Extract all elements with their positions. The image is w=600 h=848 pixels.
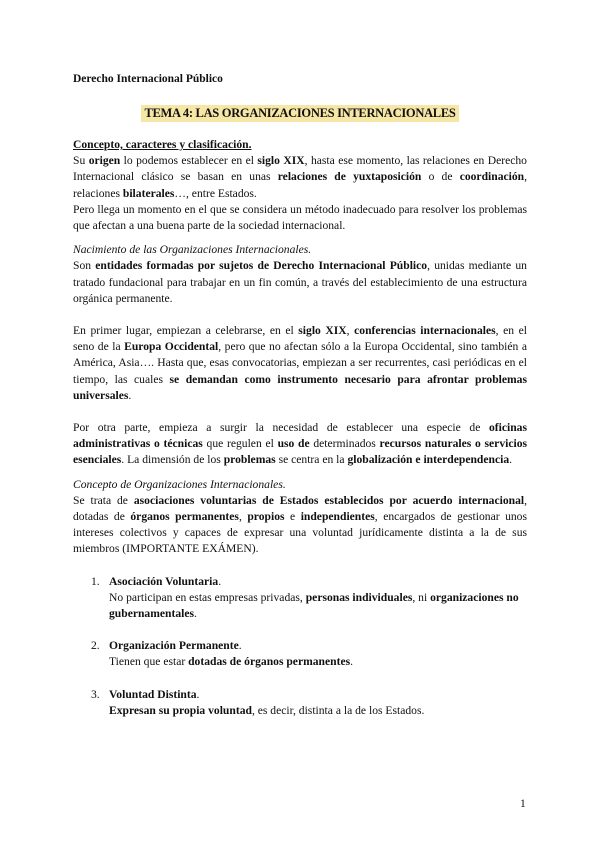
- bold-text: bilaterales: [122, 186, 175, 200]
- paragraph-metodo: Pero llega un momento en el que se considera un método inadecuado para resolver los problemas que afectan a una buena parte de la sociedad internacional.: [73, 202, 527, 233]
- bold-text: asociaciones voluntarias de Estados establecidos por acuerdo internacional: [133, 493, 525, 507]
- text-run: , unidas mediante un tratado fundacional para trabajar en un fin común, a través del establecimiento de una estructura orgánica permanente.: [73, 259, 527, 305]
- text-run: . La dimensión de los: [121, 453, 224, 467]
- text-run: , en el seno de la: [73, 324, 528, 354]
- text-run: Se trata de: [73, 493, 134, 507]
- list-item-desc: [109, 703, 527, 719]
- bold-text: entidades formadas por sujetos de Derecho Internacional Público: [95, 259, 428, 273]
- list-item-desc: [109, 590, 527, 622]
- text-run: Su: [73, 154, 89, 168]
- paragraph-conferencias: [73, 323, 527, 404]
- bold-text: se demandan como instrumento necesario para afrontar problemas universales: [73, 372, 527, 402]
- bold-text: organizaciones no gubernamentales: [109, 590, 519, 621]
- text-run: .: [128, 388, 132, 402]
- paragraph-origen: [73, 153, 527, 202]
- list-item-desc: [109, 654, 527, 670]
- list-item-title: Voluntad Distinta: [109, 687, 197, 701]
- document-title: TEMA 4: LAS ORGANIZACIONES INTERNACIONALES: [141, 105, 458, 122]
- bold-text: relaciones de yuxtaposición: [277, 170, 422, 184]
- text-run: En primer lugar, empiezan a celebrarse, en el: [73, 324, 299, 338]
- text-run: .: [509, 453, 513, 467]
- text-run: , encargados de gestionar unos intereses colectivos y capaces de expresar una voluntad jurídicamente distinta a la de sus miembros (IMPORTANTE EXÁMEN).: [73, 510, 527, 556]
- list-item: 2. Organización Permanente. Tienen que estar dotadas de órganos permanentes.: [73, 638, 527, 670]
- text-run: e: [284, 510, 301, 524]
- section-heading-nacimiento: Nacimiento de las Organizaciones Internacionales.: [73, 243, 312, 257]
- bold-text: origen: [88, 154, 121, 168]
- paragraph-oficinas: [73, 420, 527, 469]
- list-item: 3. Voluntad Distinta. Expresan su propia voluntad, es decir, distinta a la de los Estados.: [73, 687, 527, 719]
- bold-text: conferencias internacionales: [354, 324, 496, 338]
- bold-text: uso de: [277, 437, 310, 451]
- list-item-title: Organización Permanente: [109, 639, 239, 653]
- bold-text: oficinas administrativas o técnicas: [73, 421, 527, 451]
- list-item-number: 3.: [91, 687, 100, 701]
- text-run: No participan en estas empresas privadas,: [109, 590, 306, 604]
- document-header: Derecho Internacional Público: [73, 73, 223, 85]
- text-run: determinados: [309, 437, 380, 451]
- bold-text: recursos naturales o servicios esenciales: [73, 437, 528, 467]
- text-run: , es decir, distinta a la de los Estados.: [251, 703, 425, 717]
- list-item: 1. Asociación Voluntaria. No participan en estas empresas privadas, personas individuales, ni organizaciones no gubernamentales.: [73, 574, 527, 623]
- text-run: …, entre Estados.: [174, 186, 257, 200]
- text-run: , pero que no afectan sólo a la Europa Occidental, sino también a América, Asia…. Hasta que, esas convocatorias, empiezan a ser recurrentes, casi periódicas en el tiempo, las cuales: [73, 340, 528, 386]
- bold-text: propios: [247, 510, 285, 524]
- bold-text: siglo XIX: [298, 324, 347, 338]
- paragraph-entidades: [73, 258, 527, 307]
- list-item-number: 2.: [91, 639, 100, 653]
- bold-text: coordinación: [459, 170, 525, 184]
- bold-text: globalización e interdependencia: [347, 453, 510, 467]
- text-run: , ni: [412, 590, 431, 604]
- text-run: , hasta ese momento, las relaciones en Derecho Internacional clásico se basan en unas: [73, 154, 527, 184]
- text-run: , dotadas de: [73, 493, 528, 524]
- text-run: Por otra parte, empieza a surgir la necesidad de establecer una especie de: [73, 421, 489, 435]
- text-run: lo podemos establecer en el: [120, 154, 258, 168]
- text-run: Tienen que estar: [109, 655, 189, 669]
- list-item-number: 1.: [91, 574, 100, 588]
- paragraph-asociaciones: [73, 493, 527, 558]
- characteristics-list: [73, 574, 527, 719]
- bold-text: problemas: [223, 453, 276, 467]
- bold-text: Europa Occidental: [124, 340, 219, 354]
- section-heading-concepto: Concepto, caracteres y clasificación.: [73, 138, 252, 151]
- text-run: o de: [421, 170, 460, 184]
- bold-text: dotadas de órganos permanentes: [188, 655, 351, 669]
- text-run: .: [194, 607, 197, 621]
- text-run: se centra en la: [275, 453, 348, 467]
- text-run: ,: [238, 510, 248, 524]
- text-run: ,: [346, 324, 355, 338]
- text-run: , relaciones: [73, 170, 528, 200]
- text-run: .: [350, 655, 354, 669]
- bold-text: Expresan su propia voluntad: [109, 703, 252, 717]
- text-run: que regulen el: [202, 437, 278, 451]
- document-body: [73, 137, 527, 719]
- bold-text: órganos permanentes: [130, 510, 239, 524]
- bold-text: personas individuales: [305, 590, 413, 604]
- page-number: 1: [520, 798, 526, 810]
- section-heading-concepto-oi: Concepto de Organizaciones Internacionales.: [73, 477, 286, 491]
- title-wrap: [0, 104, 600, 122]
- text-run: Son: [73, 259, 96, 273]
- list-item-title: Asociación Voluntaria: [109, 574, 219, 588]
- bold-text: siglo XIX: [257, 154, 305, 168]
- bold-text: independientes: [300, 510, 375, 524]
